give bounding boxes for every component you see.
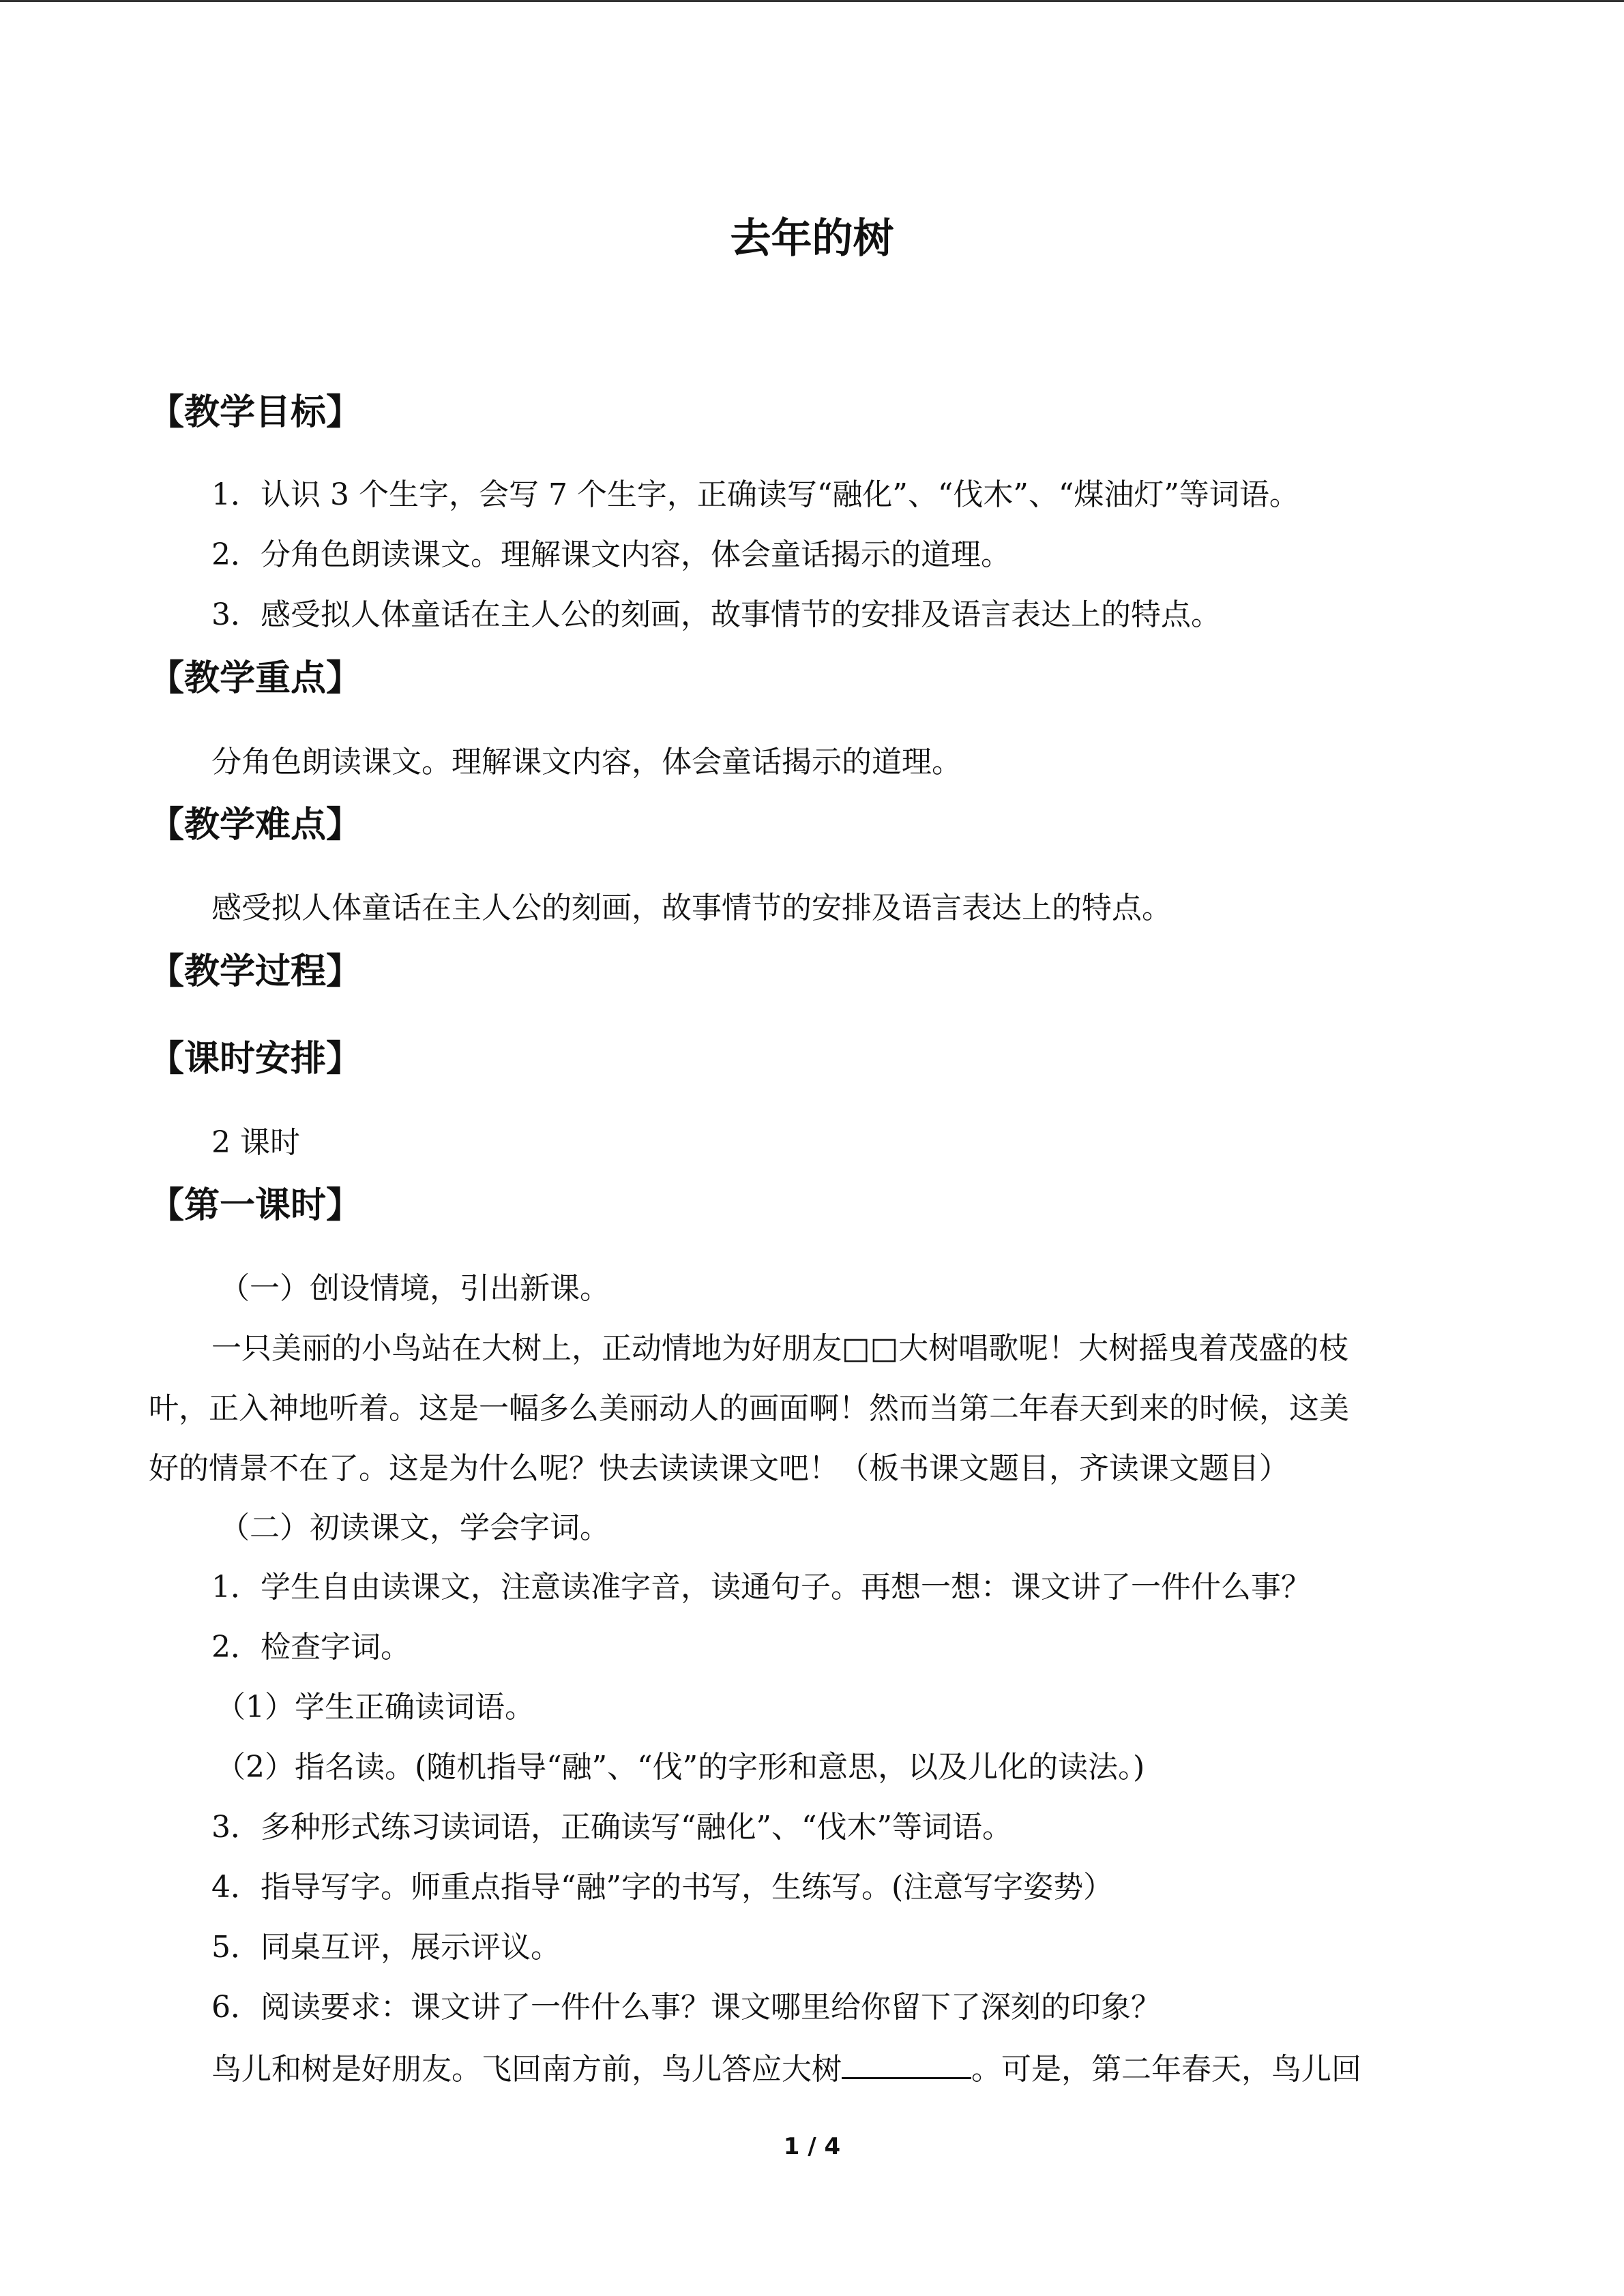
step-2-1: （1）学生正确读词语。 [216,1690,535,1725]
top-border [0,0,1624,2]
objective-1: 1．认识 3 个生字，会写 7 个生字，正确读写“融化”、“伐木”、“煤油灯”等词语。 [211,477,1299,512]
difficulties-heading: 【教学难点】 [149,805,362,846]
part1-line-1: 一只美丽的小鸟站在大树上，正动情地为好朋友□□大树唱歌呢！大树摇曳着茂盛的枝 [211,1331,1349,1366]
process-heading: 【教学过程】 [149,951,362,992]
fill-in-blank [842,2047,971,2079]
step-1: 1．学生自由读课文，注意读准字音，读通句子。再想一想：课文讲了一件什么事？ [211,1570,1311,1605]
key-points-text: 分角色朗读课文。理解课文内容，体会童话揭示的道理。 [211,745,962,779]
step-4: 4．指导写字。师重点指导“融”字的书写，生练写。(注意写字姿势） [211,1870,1114,1905]
objectives-heading: 【教学目标】 [149,392,362,433]
fill-in-prefix: 鸟儿和树是好朋友。飞回南方前，鸟儿答应大树 [211,2052,842,2087]
fill-in-line [211,2047,1361,2090]
document-title: 去年的树 [730,215,894,263]
key-points-heading: 【教学重点】 [149,658,362,699]
schedule-text: 2 课时 [211,1125,300,1160]
objective-2: 2．分角色朗读课文。理解课文内容，体会童话揭示的道理。 [211,537,1011,572]
fill-in-suffix: 。可是，第二年春天，鸟儿回 [971,2052,1361,2087]
step-2: 2．检查字词。 [211,1630,411,1665]
page-number: 1 / 4 [783,2133,841,2160]
step-5: 5．同桌互评，展示评议。 [211,1930,561,1965]
difficulties-text: 感受拟人体童话在主人公的刻画，故事情节的安排及语言表达上的特点。 [211,891,1172,925]
step-6: 6．阅读要求：课文讲了一件什么事？课文哪里给你留下了深刻的印象？ [211,1990,1161,2025]
part1-line-3: 好的情景不在了。这是为什么呢？快去读读课文吧！（板书课文题目，齐读课文题目） [149,1451,1289,1486]
part1-line-2: 叶，正入神地听着。这是一幅多么美丽动人的画面啊！然而当第二年春天到来的时候，这美 [149,1391,1349,1426]
step-2-2: （2）指名读。(随机指导“融”、“伐”的字形和意思，以及儿化的读法。) [216,1750,1145,1785]
schedule-heading: 【课时安排】 [149,1039,362,1079]
part2-title: （二）初读课文，学会字词。 [220,1510,610,1545]
first-lesson-heading: 【第一课时】 [149,1185,362,1226]
part1-title: （一）创设情境，引出新课。 [220,1271,610,1306]
objective-3: 3．感受拟人体童话在主人公的刻画，故事情节的安排及语言表达上的特点。 [211,597,1221,632]
step-3: 3．多种形式练习读词语，正确读写“融化”、“伐木”等词语。 [211,1810,1012,1845]
